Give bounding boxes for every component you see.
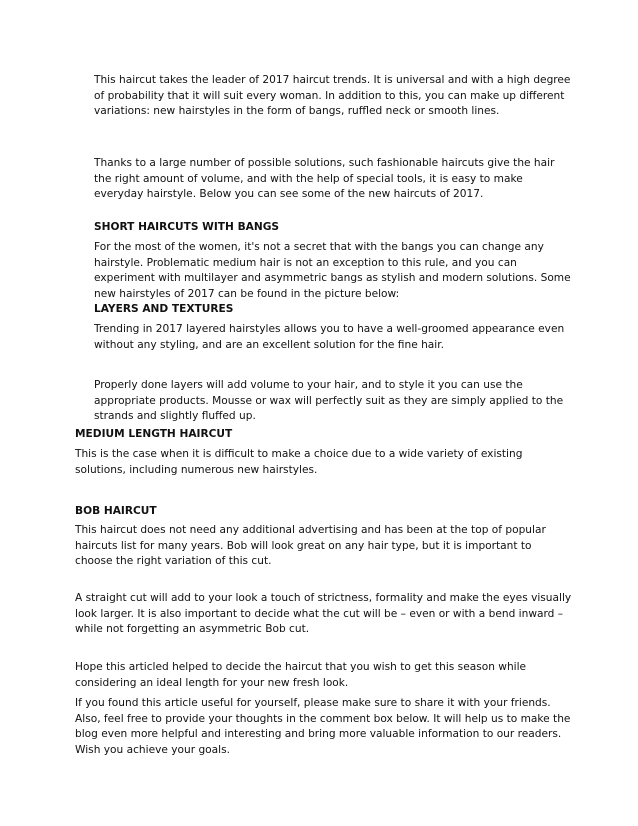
closing-paragraph-1: Hope this articled helped to decide the haircut that you wish to get this season while considering an ideal length for your new fresh look. (75, 661, 527, 689)
layers-paragraph-1: Trending in 2017 layered hairstyles allows you to have a well-groomed appearance even without any styling, and are an excellent solution for the fine hair. (94, 323, 565, 351)
heading-short-haircuts-with-bangs: SHORT HAIRCUTS WITH BANGS (94, 221, 280, 233)
intro-paragraph-1: This haircut takes the leader of 2017 haircut trends. It is universal and with a high degree of probability that it will suit every woman. In addition to this, you can make up different variations: new hairstyles in the form of bangs, ruffled neck or smooth lines. (94, 74, 571, 117)
layers-paragraph-2: Properly done layers will add volume to your hair, and to style it you can use the appropriate products. Mousse or wax will perfectly suit as they are simply applied to the strands and slightly fluffed up. (94, 379, 564, 422)
bob-paragraph-1: This haircut does not need any additional advertising and has been at the top of popular haircuts list for many years. Bob will look great on any hair type, but it is important to choose the right variation of this cut. (75, 524, 546, 567)
heading-bob-haircut: BOB HAIRCUT (75, 505, 157, 517)
short-bangs-paragraph: For the most of the women, it's not a secret that with the bangs you can change any hairstyle. Problematic medium hair is not an exception to this rule, and you can experiment with multilayer and asymmetric bangs as stylish and modern solutions. Some new hairstyles of 2017 can be found in the picture below: (94, 241, 571, 300)
medium-paragraph: This is the case when it is difficult to make a choice due to a wide variety of existing solutions, including numerous new hairstyles. (75, 448, 523, 476)
heading-layers-and-textures: LAYERS AND TEXTURES (94, 303, 234, 315)
closing-paragraph-2: If you found this article useful for yourself, please make sure to share it with your friends. Also, feel free to provide your thoughts in the comment box below. It will help us to make the blog even more helpful and interesting and bring more valuable information to our readers. Wish you achieve your goals. (75, 697, 571, 756)
bob-paragraph-2: A straight cut will add to your look a touch of strictness, formality and make the eyes visually look larger. It is also important to decide what the cut will be – even or with a bend inward – while not forgetting an asymmetric Bob cut. (75, 592, 572, 635)
heading-medium-length-haircut: MEDIUM LENGTH HAIRCUT (75, 428, 233, 440)
intro-paragraph-2: Thanks to a large number of possible solutions, such fashionable haircuts give the hair the right amount of volume, and with the help of special tools, it is easy to make everyday hairstyle. Below you can see some of the new haircuts of 2017. (94, 157, 555, 200)
